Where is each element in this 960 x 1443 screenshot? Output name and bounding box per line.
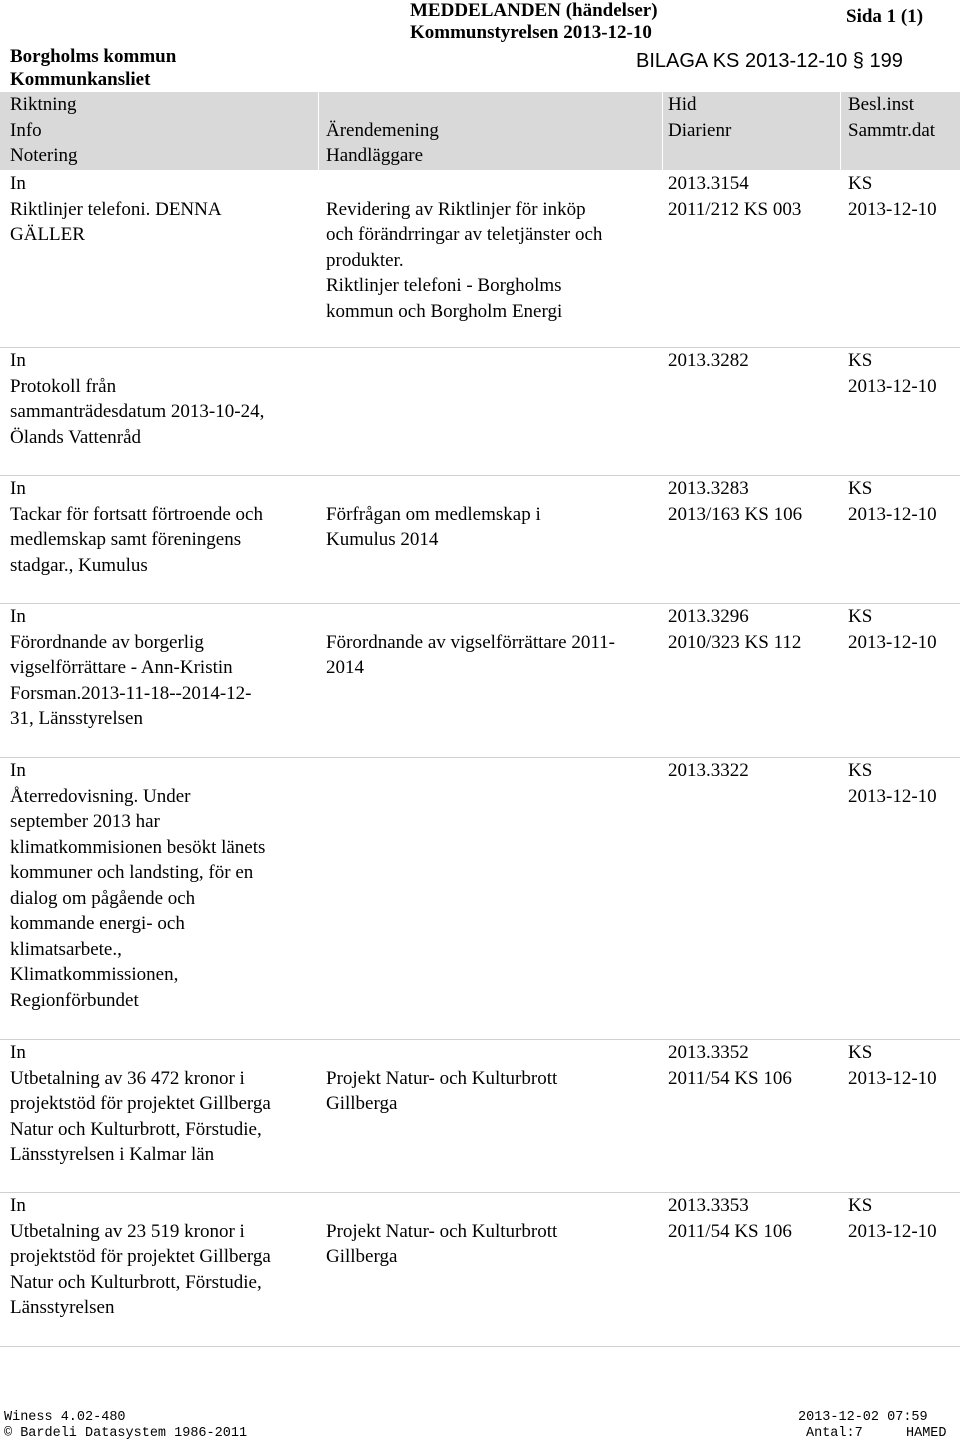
row-decision-line: KS bbox=[848, 1042, 873, 1063]
row-decision bbox=[848, 348, 958, 399]
row-matter-line: 2014 bbox=[326, 657, 364, 678]
document-title: MEDDELANDEN (händelser) bbox=[410, 0, 658, 21]
row-info-line: In bbox=[10, 1195, 26, 1216]
row-matter-line: Revidering av Riktlinjer för inköp bbox=[326, 198, 586, 220]
row-decision-line: 2013-12-10 bbox=[848, 631, 937, 653]
row-matter-line: produkter. bbox=[326, 249, 404, 271]
row-decision bbox=[848, 1040, 958, 1091]
row-info-line: vigselförrättare - Ann-Kristin bbox=[10, 657, 233, 678]
column-header-diary: Hid Diarienr bbox=[668, 94, 732, 141]
row-info-line: projektstöd för projektet Gillberga bbox=[10, 1246, 271, 1267]
row-info-line: Återredovisning. Under bbox=[10, 785, 191, 807]
row-diary-line: 2013.3154 bbox=[668, 173, 749, 194]
row-decision-line: 2013-12-10 bbox=[848, 198, 937, 220]
row-matter-line: Projekt Natur- och Kulturbrott bbox=[326, 1067, 558, 1089]
row-info bbox=[10, 476, 310, 578]
row-matter bbox=[326, 171, 661, 324]
page-number: Sida 1 (1) bbox=[846, 6, 924, 27]
row-info-line: Länsstyrelsen bbox=[10, 1297, 115, 1318]
row-matter-line bbox=[326, 171, 661, 197]
row-diary-line: 2011/54 KS 106 bbox=[668, 1067, 792, 1089]
row-diary-line: 2013.3283 bbox=[668, 478, 749, 499]
row-info-line: Ölands Vattenråd bbox=[10, 426, 142, 448]
org-name: Borgholms kommun bbox=[10, 46, 177, 67]
row-info-line: In bbox=[10, 173, 26, 194]
row-info-line: Natur och Kulturbrott, Förstudie, bbox=[10, 1271, 262, 1293]
row-info-line: klimatkommisionen besökt länets bbox=[10, 836, 266, 858]
row-matter bbox=[326, 476, 661, 553]
row-matter-line: och förändrringar av teletjänster och bbox=[326, 224, 603, 245]
row-decision bbox=[848, 1193, 958, 1244]
row-matter-line: Förordnande av vigselförrättare 2011- bbox=[326, 631, 615, 653]
row-diary-line: 2013.3296 bbox=[668, 606, 749, 627]
row-decision-line: 2013-12-10 bbox=[848, 503, 937, 525]
footer-copyright: © Bardeli Datasystem 1986-2011 bbox=[4, 1426, 248, 1441]
row-decision-line: KS bbox=[848, 173, 873, 194]
row-matter-line: Gillberga bbox=[326, 1246, 398, 1267]
org-department: Kommunkansliet bbox=[10, 69, 151, 90]
row-matter-line bbox=[326, 1040, 661, 1066]
row-info-line: stadgar., Kumulus bbox=[10, 554, 148, 576]
row-info-line: Utbetalning av 36 472 kronor i bbox=[10, 1067, 245, 1089]
column-header-band bbox=[0, 92, 960, 170]
row-diary-line: 2013.3352 bbox=[668, 1042, 749, 1063]
row-decision-line: KS bbox=[848, 478, 873, 499]
column-header-matter: Ärendemening Handläggare bbox=[326, 119, 439, 166]
column-divider bbox=[840, 92, 841, 170]
row-diary bbox=[668, 171, 838, 222]
row-info bbox=[10, 758, 310, 1013]
row-info-line: In bbox=[10, 1042, 26, 1063]
row-decision bbox=[848, 758, 958, 809]
row-diary-line: 2013.3322 bbox=[668, 760, 749, 781]
row-info bbox=[10, 171, 310, 248]
row-matter-line bbox=[326, 604, 661, 630]
row-matter-line: Projekt Natur- och Kulturbrott bbox=[326, 1220, 558, 1242]
row-diary-line: 2011/54 KS 106 bbox=[668, 1220, 792, 1242]
row-info-line: sammanträdesdatum 2013-10-24, bbox=[10, 401, 265, 422]
row-decision-line: 2013-12-10 bbox=[848, 785, 937, 807]
row-info-line: kommuner och landsting, för en bbox=[10, 862, 254, 883]
row-diary-line: 2013/163 KS 106 bbox=[668, 503, 803, 525]
row-info bbox=[10, 1040, 310, 1168]
row-decision bbox=[848, 476, 958, 527]
row-info-line: In bbox=[10, 478, 26, 499]
row-info-line: In bbox=[10, 760, 26, 781]
row-matter-line: Riktlinjer telefoni - Borgholms bbox=[326, 275, 562, 296]
row-info-line: Utbetalning av 23 519 kronor i bbox=[10, 1220, 245, 1242]
row-info-line: Natur och Kulturbrott, Förstudie, bbox=[10, 1118, 262, 1140]
document-subtitle: Kommunstyrelsen 2013-12-10 bbox=[410, 22, 652, 43]
row-diary-line: 2013.3353 bbox=[668, 1195, 749, 1216]
row-matter-line: Kumulus 2014 bbox=[326, 529, 439, 550]
row-decision bbox=[848, 171, 958, 222]
row-diary-line: 2013.3282 bbox=[668, 350, 749, 371]
column-divider bbox=[662, 92, 663, 170]
row-diary bbox=[668, 348, 838, 374]
column-header-decision: Besl.inst Sammtr.dat bbox=[848, 94, 936, 141]
row-info-line: Regionförbundet bbox=[10, 989, 139, 1011]
row-info-line: In bbox=[10, 350, 26, 371]
row-info-line: Tackar för fortsatt förtroende och bbox=[10, 503, 263, 525]
row-decision-line: 2013-12-10 bbox=[848, 375, 937, 397]
row-info-line: GÄLLER bbox=[10, 224, 85, 245]
row-info-line: september 2013 har bbox=[10, 811, 160, 832]
row-info-line: Klimatkommissionen, bbox=[10, 964, 179, 985]
attachment-stamp: BILAGA KS 2013-12-10 § 199 bbox=[636, 50, 903, 72]
row-diary-line: 2010/323 KS 112 bbox=[668, 631, 802, 653]
footer-software: Winess 4.02-480 bbox=[4, 1410, 126, 1425]
row-decision-line: KS bbox=[848, 606, 873, 627]
row-decision-line: KS bbox=[848, 760, 873, 781]
column-header-direction: Riktning Info Notering bbox=[10, 94, 78, 166]
row-matter bbox=[326, 604, 661, 681]
footer-datetime: 2013-12-02 07:59 bbox=[798, 1410, 928, 1425]
footer-user: HAMED bbox=[906, 1426, 947, 1441]
row-decision-line: 2013-12-10 bbox=[848, 1067, 937, 1089]
row-matter-line: kommun och Borgholm Energi bbox=[326, 300, 563, 322]
row-info bbox=[10, 348, 310, 450]
row-diary-line: 2011/212 KS 003 bbox=[668, 198, 802, 220]
row-info-line: projektstöd för projektet Gillberga bbox=[10, 1093, 271, 1114]
row-matter bbox=[326, 1040, 661, 1117]
row-divider bbox=[0, 1346, 960, 1347]
row-matter bbox=[326, 1193, 661, 1270]
row-decision-line: 2013-12-10 bbox=[848, 1220, 937, 1242]
row-info-line: Riktlinjer telefoni. DENNA bbox=[10, 198, 222, 220]
row-matter-line: Förfrågan om medlemskap i bbox=[326, 503, 541, 525]
column-divider bbox=[318, 92, 319, 170]
row-info-line: 31, Länsstyrelsen bbox=[10, 708, 143, 729]
row-info-line: Länsstyrelsen i Kalmar län bbox=[10, 1144, 215, 1165]
row-info-line: Protokoll från bbox=[10, 375, 117, 397]
row-matter-line bbox=[326, 1193, 661, 1219]
row-diary bbox=[668, 758, 838, 784]
row-info-line: klimatsarbete., bbox=[10, 938, 122, 960]
row-diary bbox=[668, 1193, 838, 1244]
row-info-line: Forsman.2013-11-18--2014-12- bbox=[10, 682, 252, 704]
row-info-line: kommande energi- och bbox=[10, 913, 185, 934]
row-info bbox=[10, 604, 310, 732]
row-diary bbox=[668, 604, 838, 655]
row-diary bbox=[668, 1040, 838, 1091]
row-matter-line bbox=[326, 476, 661, 502]
row-info-line: medlemskap samt föreningens bbox=[10, 529, 242, 550]
row-info bbox=[10, 1193, 310, 1321]
row-decision bbox=[848, 604, 958, 655]
row-info-line: In bbox=[10, 606, 26, 627]
row-decision-line: KS bbox=[848, 350, 873, 371]
row-matter-line: Gillberga bbox=[326, 1093, 398, 1114]
row-info-line: dialog om pågående och bbox=[10, 887, 196, 909]
row-info-line: Förordnande av borgerlig bbox=[10, 631, 204, 653]
footer-count: Antal:7 bbox=[806, 1426, 863, 1441]
row-decision-line: KS bbox=[848, 1195, 873, 1216]
row-diary bbox=[668, 476, 838, 527]
